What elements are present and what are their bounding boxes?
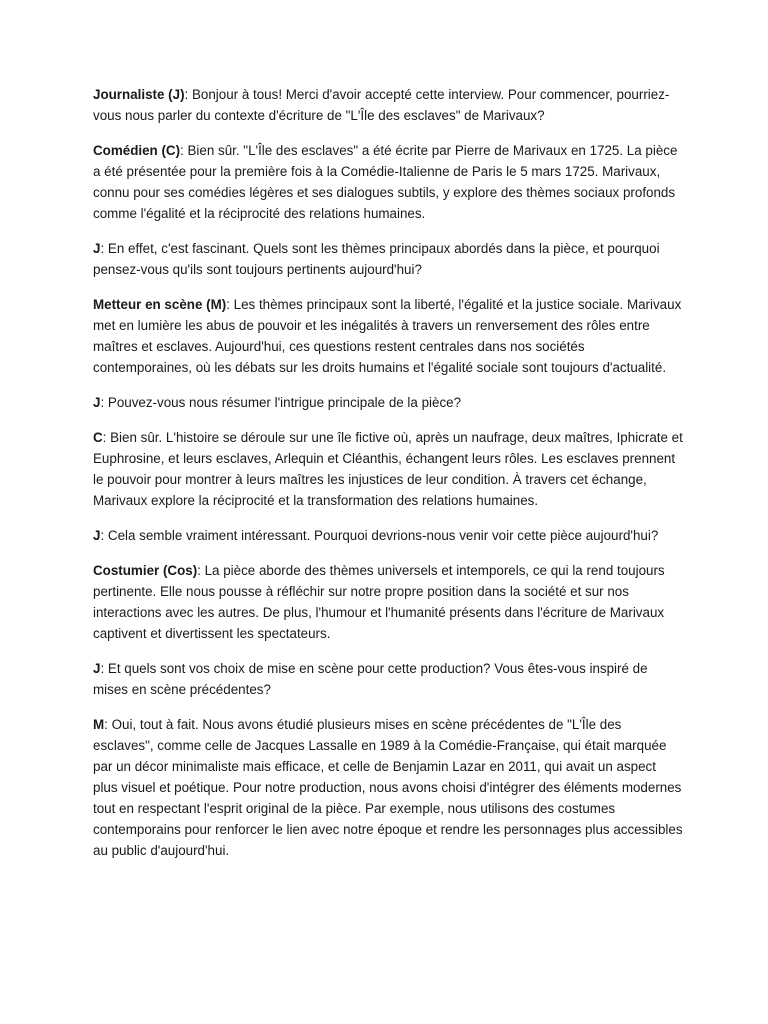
dialogue-text: : Bien sûr. "L'Île des esclaves" a été écrite par Pierre de Marivaux en 1725. La pièce a été présentée pour la première fois à la Comédie-Italienne de Paris le 5 mars 1725. Marivaux, connu pour ses comédies légères et ses dialogues subtils, y explore des thèmes sociaux profonds comme l'égalité et la réciprocité des relations humaines. xyxy=(93,143,678,221)
dialogue-paragraph xyxy=(93,525,683,546)
dialogue-paragraph xyxy=(93,392,683,413)
speaker-label: J xyxy=(93,241,101,256)
dialogue-paragraph xyxy=(93,560,683,644)
dialogue-paragraph xyxy=(93,140,683,224)
speaker-label: J xyxy=(93,528,101,543)
speaker-label: Comédien (C) xyxy=(93,143,181,158)
interview-document xyxy=(93,84,683,875)
speaker-label: Metteur en scène (M) xyxy=(93,297,227,312)
dialogue-text: : Cela semble vraiment intéressant. Pourquoi devrions-nous venir voir cette pièce aujourd'hui? xyxy=(100,528,659,543)
dialogue-paragraph xyxy=(93,714,683,861)
speaker-label: M xyxy=(93,717,105,732)
dialogue-text: : Pouvez-vous nous résumer l'intrigue principale de la pièce? xyxy=(100,395,462,410)
dialogue-text: : La pièce aborde des thèmes universels et intemporels, ce qui la rend toujours pertinente. Elle nous pousse à réfléchir sur notre propre position dans la société et sur nos interactions avec les autres. De plus, l'humour et l'humanité présents dans l'écriture de Marivaux captivent et divertissent les spectateurs. xyxy=(93,563,665,641)
dialogue-text: : Les thèmes principaux sont la liberté, l'égalité et la justice sociale. Marivaux met en lumière les abus de pouvoir et les inégalités à travers un renversement des rôles entre maîtres et esclaves. Aujourd'hui, ces questions restent centrales dans nos sociétés contemporaines, où les débats sur les droits humains et l'égalité sociale sont toujours d'actualité. xyxy=(93,297,682,375)
speaker-label: Journaliste (J) xyxy=(93,87,185,102)
dialogue-paragraph xyxy=(93,294,683,378)
speaker-label: J xyxy=(93,395,101,410)
dialogue-text: : Bien sûr. L'histoire se déroule sur une île fictive où, après un naufrage, deux maîtres, Iphicrate et Euphrosine, et leurs esclaves, Arlequin et Cléanthis, échangent leurs rôles. Les esclaves prennent le pouvoir pour montrer à leurs maîtres les injustices de leur condition. À travers cet échange, Marivaux explore la réciprocité et la transformation des relations humaines. xyxy=(93,430,683,508)
speaker-label: C xyxy=(93,430,103,445)
dialogue-paragraph xyxy=(93,658,683,700)
dialogue-paragraph xyxy=(93,427,683,511)
speaker-label: J xyxy=(93,661,101,676)
dialogue-text: : Oui, tout à fait. Nous avons étudié plusieurs mises en scène précédentes de "L'Île des esclaves", comme celle de Jacques Lassalle en 1989 à la Comédie-Française, qui était marquée par un décor minimaliste mais efficace, et celle de Benjamin Lazar en 2011, qui avait un aspect plus visuel et poétique. Pour notre production, nous avons choisi d'intégrer des éléments modernes tout en respectant l'esprit original de la pièce. Par exemple, nous utilisons des costumes contemporains pour renforcer le lien avec notre époque et rendre les personnages plus accessibles au public d'aujourd'hui. xyxy=(93,717,683,858)
dialogue-paragraph xyxy=(93,84,683,126)
dialogue-text: : En effet, c'est fascinant. Quels sont les thèmes principaux abordés dans la pièce, et pourquoi pensez-vous qu'ils sont toujours pertinents aujourd'hui? xyxy=(93,241,660,277)
dialogue-text: : Et quels sont vos choix de mise en scène pour cette production? Vous êtes-vous inspiré de mises en scène précédentes? xyxy=(93,661,648,697)
dialogue-paragraph xyxy=(93,238,683,280)
speaker-label: Costumier (Cos) xyxy=(93,563,198,578)
dialogue-text: : Bonjour à tous! Merci d'avoir accepté cette interview. Pour commencer, pourriez-vous nous parler du contexte d'écriture de "L'Île des esclaves" de Marivaux? xyxy=(93,87,670,123)
